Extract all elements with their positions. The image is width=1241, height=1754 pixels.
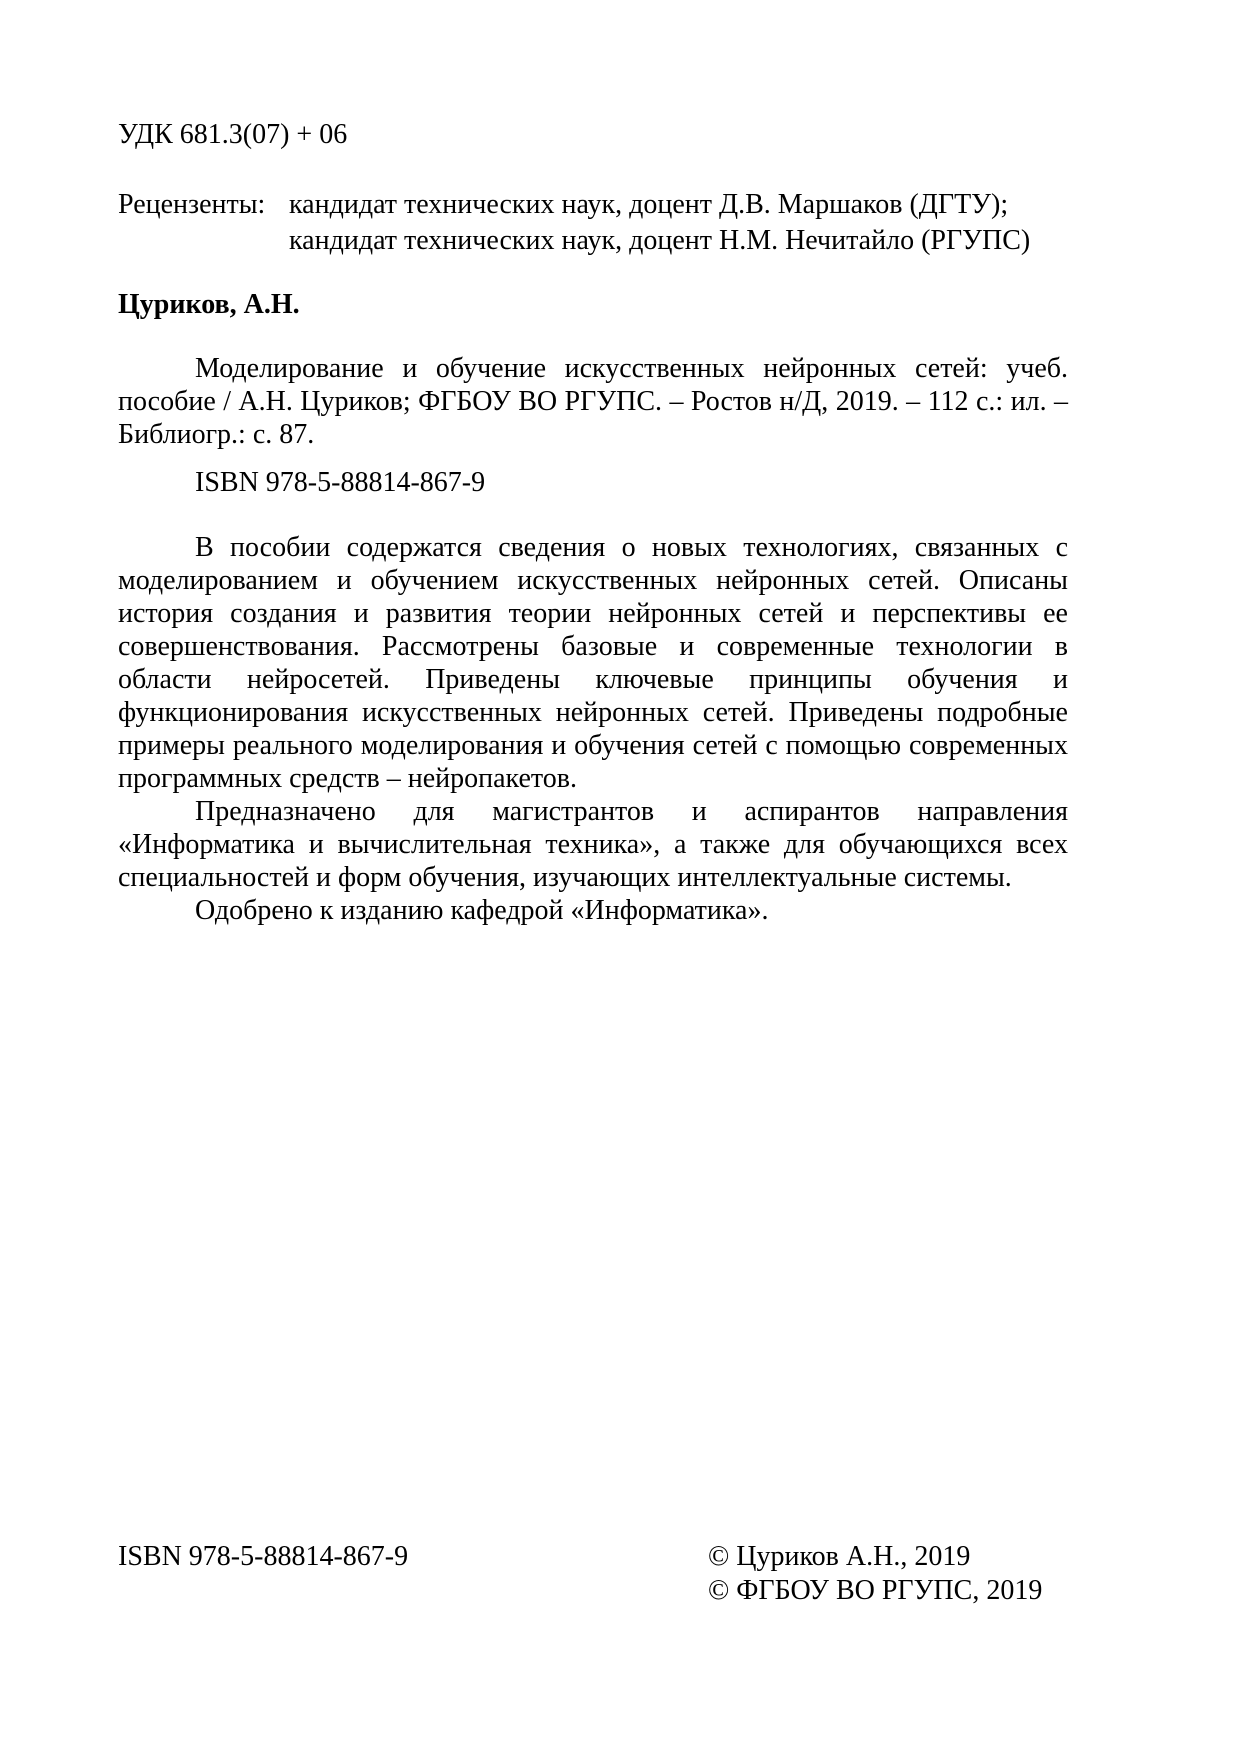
abstract-paragraph: Предназначено для магистрантов и аспирантов направления «Информатика и вычислительная техника», а также для обучающихся всех специальностей и форм обучения, изучающих интеллектуальные системы. (118, 796, 1068, 893)
abstract-block (118, 531, 1068, 927)
reviewer-item: кандидат технических наук, доцент Н.М. Нечитайло (РГУПС) (289, 225, 1031, 256)
abstract-paragraph: В пособии содержатся сведения о новых технологиях, связанных с моделированием и обучением искусственных нейронных сетей. Описаны история создания и развития теории нейронных сетей и перспективы ее совершенствования. Рассмотрены базовые и современные технологии в области нейросетей. Приведены ключевые принципы обучения и функционирования искусственных нейронных сетей. Приведены подробные примеры реального моделирования и обучения сетей с помощью современных программных средств – нейропакетов. (118, 532, 1068, 794)
reviewer-item: кандидат технических наук, доцент Д.В. Маршаков (ДГТУ); (289, 189, 1009, 220)
abstract-paragraph: Одобрено к изданию кафедрой «Информатика». (195, 895, 769, 926)
udk-code: УДК 681.3(07) + 06 (118, 119, 348, 150)
document-page (118, 0, 1068, 1754)
author-name: Цуриков, А.Н. (118, 289, 300, 320)
footer-isbn: ISBN 978-5-88814-867-9 (118, 1541, 409, 1572)
bibliographic-description: Моделирование и обучение искусственных нейронных сетей: учеб. пособие / А.Н. Цуриков; ФГБОУ ВО РГУПС. – Ростов н/Д, 2019. – 112 с.: ил. – Библиогр.: с. 87. (118, 353, 1068, 450)
copyright-line: © Цуриков А.Н., 2019 (708, 1541, 971, 1572)
isbn-line: ISBN 978-5-88814-867-9 (195, 467, 486, 498)
reviewers-label: Рецензенты: (118, 189, 266, 220)
copyright-line: © ФГБОУ ВО РГУПС, 2019 (708, 1575, 1043, 1606)
copyright-block (708, 1540, 1042, 1608)
